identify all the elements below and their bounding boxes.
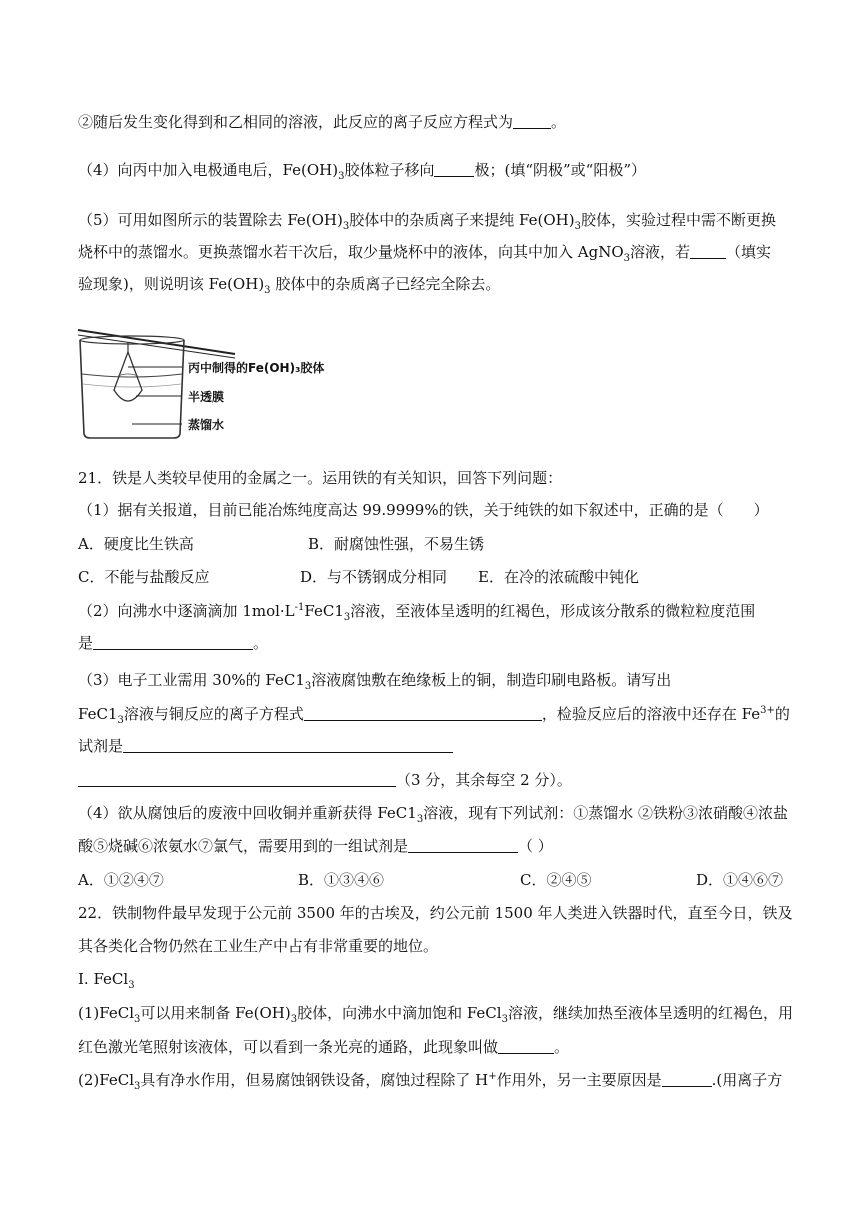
q21-part3-line2: $FeC1_3$溶液与铜反应的离子方程式 ，检验反应后的溶液中还存在 $Fe^{3+}$的 — [78, 705, 790, 726]
q21-option-a: A．硬度比生铁高 — [78, 535, 194, 553]
answer-blank[interactable] — [498, 1039, 554, 1054]
q21-option-c: C．不能与盐酸反应 — [78, 568, 210, 586]
glass-rod-edge — [78, 335, 235, 358]
q21-part4-line2: 酸⑤烧碱⑥浓氨水⑦氯气，需要用到的一组试剂是 （ ） — [78, 837, 553, 855]
figure-label-membrane: 半透膜 — [188, 390, 225, 404]
q21-option-b: B．耐腐蚀性强，不易生锈 — [308, 535, 485, 553]
q20-part5-line1: （5）可用如图所示的装置除去 $Fe(OH)_3$胶体中的杂质离子来提纯 $Fe(OH)_3$胶体，实验过程中需不断更换 — [78, 211, 776, 232]
q22-part1-line1: (1)FeCl$_3$可以用来制备 $Fe(OH)_3$胶体，向沸水中滴加饱和 FeCl$_3$溶液，继续加热至液体呈透明的红褐色，用 — [78, 1004, 793, 1025]
answer-blank[interactable] — [78, 772, 396, 787]
beaker — [80, 340, 184, 438]
figure-label-colloid: 丙中制得的Fe(OH)₃胶体 — [188, 361, 325, 375]
q20-part2-line: ②随后发生变化得到和乙相同的溶液，此反应的离子反应方程式为 。 — [78, 113, 567, 131]
q20-part5-line2: 烧杯中的蒸馏水。更换蒸馏水若干次后，取少量烧杯中的液体，向其中加入 AgNO$_3$溶液，若 （填实 — [78, 243, 772, 264]
answer-blank[interactable] — [123, 738, 453, 753]
q22-part2-line1: (2)FeCl$_3$具有净水作用，但易腐蚀钢铁设备，腐蚀过程除了 H+作用外，另一主要原因是 .(用离子方 — [78, 1071, 783, 1092]
q21-part4-option-a: A．①②④⑦ — [78, 871, 164, 889]
answer-blank[interactable] — [434, 162, 474, 177]
q21-part2-line1: （2）向沸水中逐滴滴加 $1mol\cdot L^{-1}FeC1_3$溶液，至液体呈透明的红褐色，形成该分散系的微粒粒度范围 — [78, 602, 756, 623]
q21-part4-option-c: C．②④⑤ — [520, 871, 592, 889]
answer-blank[interactable] — [93, 635, 253, 650]
q22-part1-line2: 红色激光笔照射该液体，可以看到一条光亮的通路，此现象叫做 。 — [78, 1038, 570, 1056]
q21-part3-line4: （3 分，其余每空 2 分）。 — [78, 770, 572, 790]
q20-part5-line3: 验现象)，则说明该 $Fe(OH)_3$ 胶体中的杂质离子已经完全除去。 — [78, 275, 501, 296]
q20-part4-line: （4）向丙中加入电极通电后，$Fe(OH)_3$胶体粒子移向 极；(填“阴极”或“阳极”） — [78, 161, 647, 182]
q21-option-d: D．与不锈钢成分相同 — [300, 568, 448, 586]
answer-blank[interactable] — [304, 706, 542, 721]
figure-label-water: 蒸馏水 — [188, 418, 225, 432]
q21-part3-line1: （3）电子工业需用 30%的 $FeC1_3$溶液腐蚀敷在绝缘板上的铜，制造印刷电路板。请写出 — [78, 671, 672, 692]
q21-stem: 21．铁是人类较早使用的金属之一。运用铁的有关知识，回答下列问题： — [78, 469, 563, 487]
q21-part4-option-b: B．①③④⑥ — [298, 871, 385, 889]
q21-option-e: E．在冷的浓硫酸中钝化 — [478, 568, 639, 586]
q21-part2-line2: 是 。 — [78, 634, 269, 652]
answer-blank[interactable] — [513, 114, 551, 129]
q22-stem-line1: 22．铁制物件最早发现于公元前 3500 年的古埃及，约公元前 1500 年人类进入铁器时代，直至今日，铁及 — [78, 904, 793, 922]
q22-section-heading: I. FeCl$_3$ — [78, 970, 135, 991]
q21-part4-line1: （4）欲从腐蚀后的废液中回收铜并重新获得 $FeC1_3$溶液，现有下列试剂：①蒸馏水 ②铁粉③浓硝酸④浓盐 — [78, 804, 788, 825]
answer-blank[interactable] — [408, 838, 518, 853]
q21-part4-option-d: D．①④⑥⑦ — [696, 871, 784, 889]
answer-blank[interactable] — [662, 1072, 712, 1087]
answer-blank[interactable] — [690, 244, 726, 259]
q21-part1: （1）据有关报道，目前已能冶炼纯度高达 99.9999%的铁，关于纯铁的如下叙述中，正确的是（ ） — [78, 501, 769, 519]
glass-rod — [78, 330, 235, 354]
q21-part3-line3: 试剂是 — [78, 736, 453, 756]
q22-stem-line2: 其各类化合物仍然在工业生产中占有非常重要的地位。 — [78, 937, 439, 955]
